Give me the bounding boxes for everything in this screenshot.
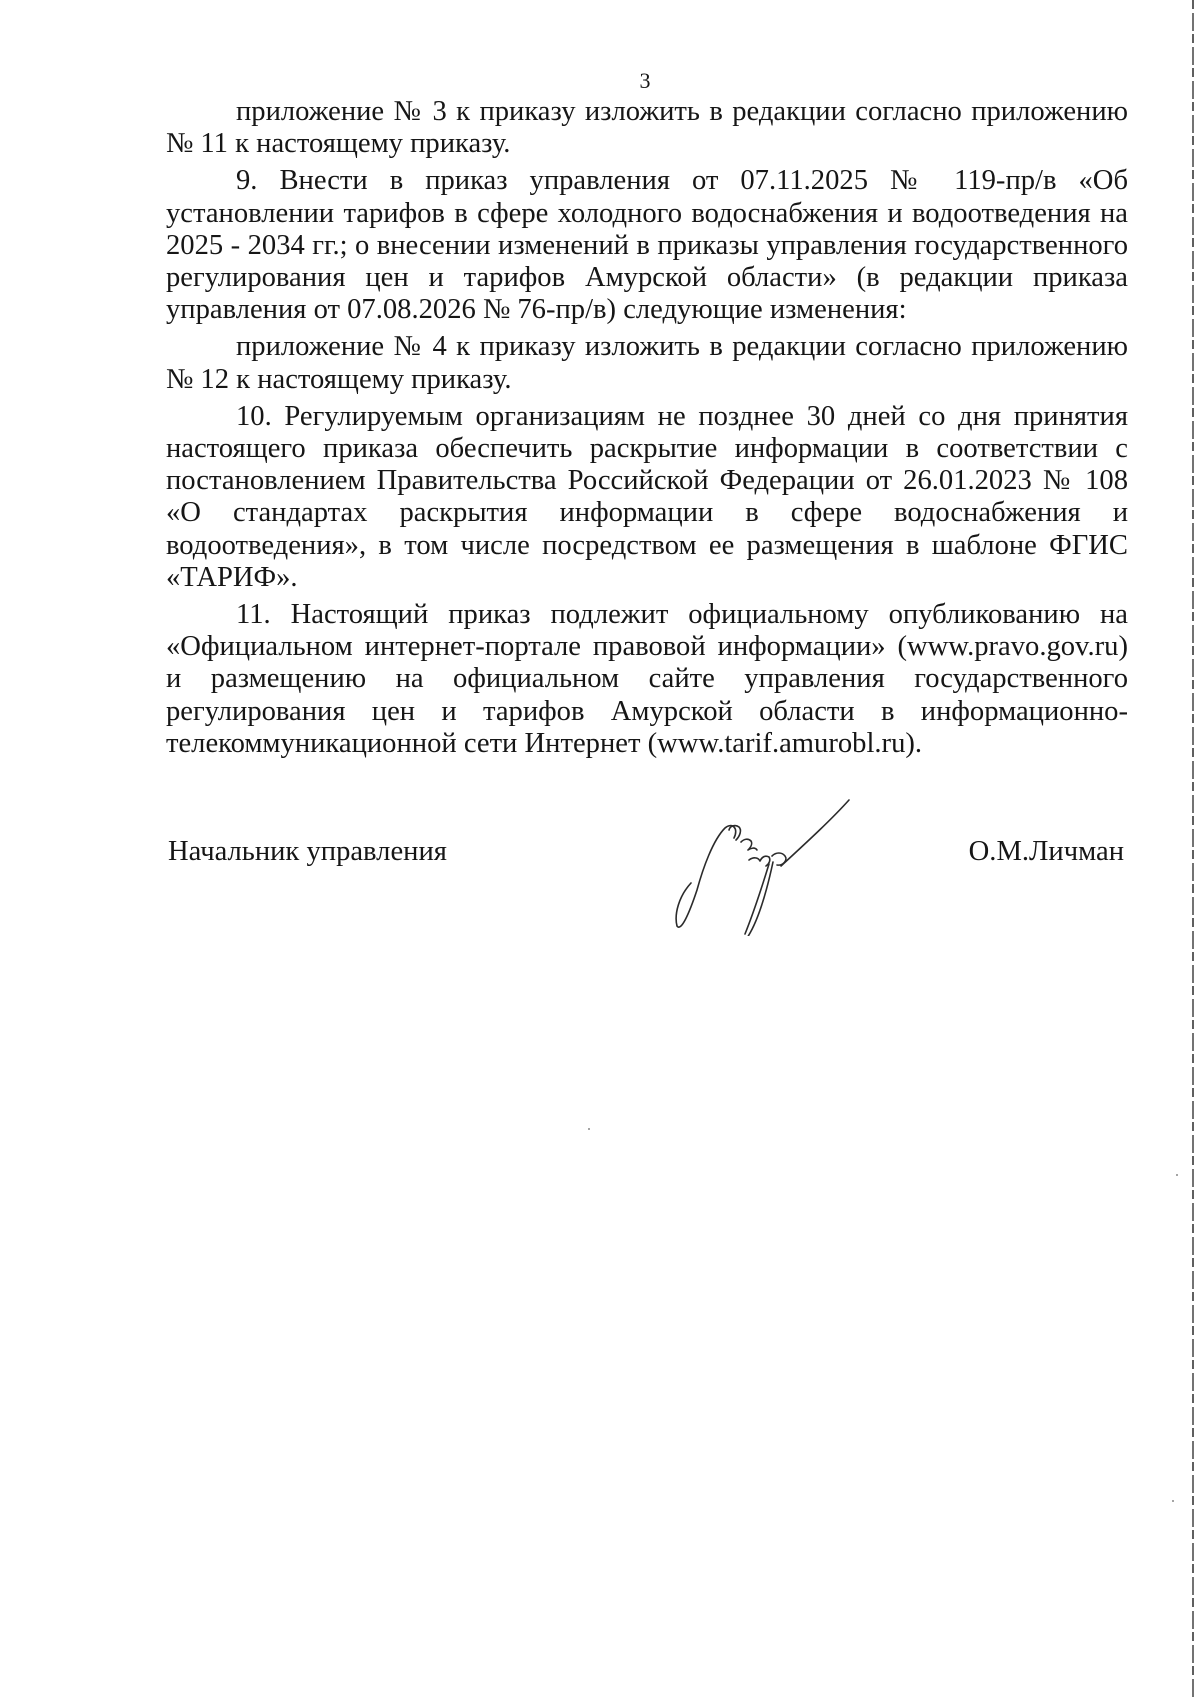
- scan-speck: [588, 1128, 590, 1130]
- scan-edge: [1192, 0, 1194, 1697]
- handwritten-signature: [669, 786, 859, 936]
- paragraph-appendix-3: приложение № 3 к приказу изложить в редакции согласно приложению № 11 к настоящему приказу.: [166, 96, 1128, 160]
- signatory-name: О.М.Личман: [968, 836, 1124, 867]
- page-number: 3: [639, 68, 651, 93]
- paragraph-appendix-4: приложение № 4 к приказу изложить в редакции согласно приложению № 12 к настоящему приказу.: [166, 331, 1128, 395]
- paragraph-item-10: 10. Регулируемым организациям не позднее 30 дней со дня принятия настоящего приказа обеспечить раскрытие информации в соответствии с постановлением Правительства Российской Федерации от 26.01.2023 № 108 «О стандартах раскрытия информации в сфере водоснабжения и водоотведения», в том числе посредством ее размещения в шаблоне ФГИС «ТАРИФ».: [166, 400, 1128, 593]
- scan-speck: [1172, 1500, 1174, 1502]
- signatory-position: Начальник управления: [168, 836, 447, 867]
- signature-block: [166, 836, 1128, 956]
- paragraph-item-9: 9. Внести в приказ управления от 07.11.2025 № 119-пр/в «Об установлении тарифов в сфере холодного водоснабжения и водоотведения на 2025 - 2034 гг.; о внесении изменений в приказы управления государственного регулирования цен и тарифов Амурской области» (в редакции приказа управления от 07.08.2026 № 76-пр/в) следующие изменения:: [166, 165, 1128, 326]
- scan-speck: [1176, 1174, 1178, 1176]
- document-body: [166, 96, 1128, 765]
- paragraph-item-11: 11. Настоящий приказ подлежит официальному опубликованию на «Официальном интернет-портале правовой информации» (www.pravo.gov.ru) и размещению на официальном сайте управления государственного регулирования цен и тарифов Амурской области в информационно-телекоммуникационной сети Интернет (www.tarif.amurobl.ru).: [166, 599, 1128, 759]
